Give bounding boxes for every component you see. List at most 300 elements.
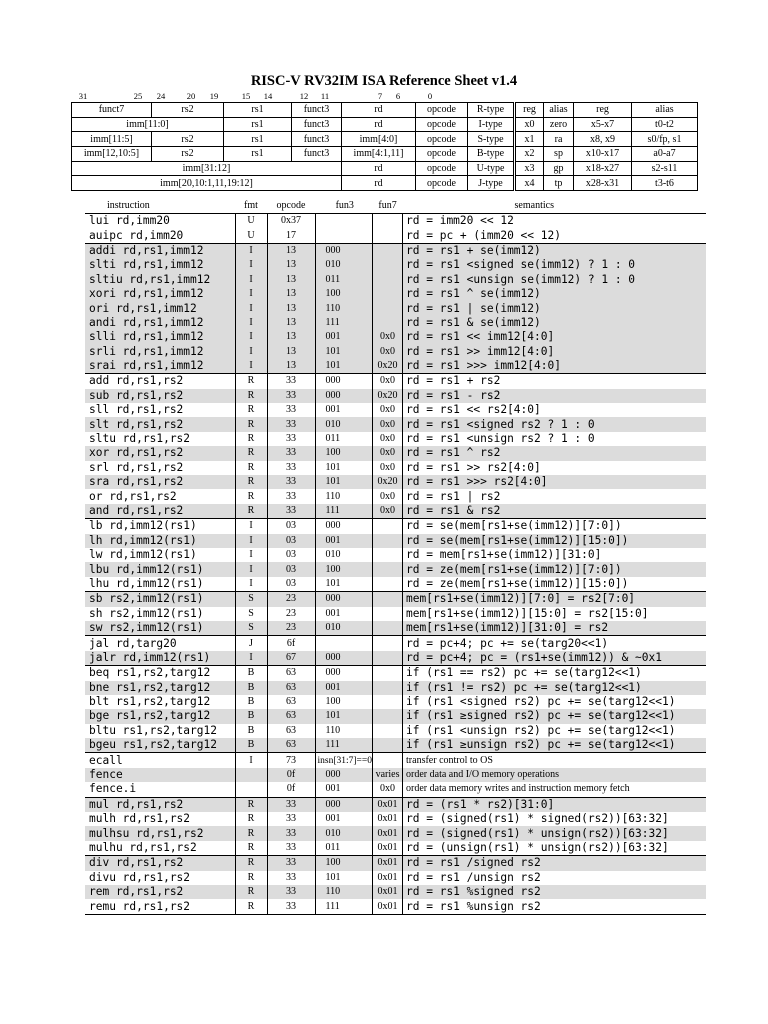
instruction-syntax: andi rd,rs1,imm12	[85, 316, 235, 330]
instruction-funct7	[373, 548, 403, 562]
instruction-funct7: 0x01	[373, 826, 403, 840]
format-type-label: R-type	[468, 103, 514, 118]
instruction-funct7	[373, 695, 403, 709]
instruction-row	[85, 812, 706, 826]
format-row	[72, 132, 514, 147]
instruction-opcode: 73	[267, 753, 315, 768]
instruction-opcode: 13	[267, 258, 315, 272]
instruction-row	[85, 562, 706, 576]
format-field: rd	[342, 161, 416, 176]
instruction-semantics: rd = rs1 << imm12[4:0]	[403, 330, 706, 344]
register-header: reg	[516, 103, 544, 118]
instruction-syntax: bltu rs1,rs2,targ12	[89, 723, 217, 737]
format-field: imm[31:12]	[72, 161, 342, 176]
register-alias-table	[515, 102, 698, 191]
header-instruction: instruction	[107, 200, 150, 211]
instruction-funct3: 000	[315, 243, 373, 258]
instruction-funct7	[373, 243, 403, 258]
format-type-label: J-type	[468, 176, 514, 191]
register-row	[516, 132, 698, 147]
bit-number: 15	[241, 91, 251, 101]
register-header: alias	[632, 103, 698, 118]
instruction-funct7	[373, 287, 403, 301]
format-row	[72, 117, 514, 132]
instruction-semantics: rd = se(mem[rs1+se(imm12)][15:0])	[403, 534, 706, 548]
instruction-funct7: 0x0	[373, 330, 403, 344]
instruction-format: I	[235, 359, 267, 374]
bit-number: 7	[377, 91, 383, 101]
instruction-funct7	[373, 607, 403, 621]
instruction-semantics: rd = rs1 >>> imm12[4:0]	[403, 359, 706, 374]
instruction-row	[85, 403, 706, 417]
instruction-funct3: 010	[315, 417, 373, 431]
bit-number: 6	[395, 91, 401, 101]
instruction-opcode: 13	[267, 273, 315, 287]
instruction-format: R	[235, 504, 267, 519]
instruction-syntax: lh rd,imm12(rs1)	[85, 534, 235, 548]
instruction-syntax: sll rd,rs1,rs2	[89, 403, 184, 417]
instruction-format: B	[235, 709, 267, 723]
instruction-row	[85, 885, 706, 899]
instruction-funct3: 101	[315, 475, 373, 489]
instruction-syntax: xori rd,rs1,imm12	[85, 287, 235, 301]
instruction-format: U	[235, 214, 267, 229]
instruction-row	[85, 446, 706, 460]
instruction-syntax: bne rs1,rs2,targ12	[85, 681, 235, 695]
instruction-syntax: remu rd,rs1,rs2	[85, 899, 235, 914]
format-field: imm[12,10:5]	[72, 147, 152, 162]
instruction-format: R	[235, 417, 267, 431]
instruction-funct7: 0x20	[373, 389, 403, 403]
bit-number: 24	[156, 91, 166, 101]
instruction-syntax: lbu rd,imm12(rs1)	[85, 562, 235, 576]
register-cell: x18-x27	[574, 161, 632, 176]
instruction-opcode: 33	[267, 797, 315, 812]
instruction-funct7	[373, 738, 403, 753]
instruction-semantics: rd = rs1 /unsign rs2	[403, 871, 706, 885]
instruction-funct7: 0x01	[373, 856, 403, 871]
instruction-funct7: 0x01	[373, 871, 403, 885]
instruction-opcode: 03	[267, 577, 315, 592]
instruction-row	[85, 738, 706, 753]
instruction-funct3: 000	[315, 797, 373, 812]
register-cell: x4	[516, 176, 544, 191]
instruction-row	[85, 724, 706, 738]
instruction-row	[85, 461, 706, 475]
bit-number: 31	[78, 91, 88, 101]
instruction-funct3	[315, 636, 373, 651]
instruction-row	[85, 316, 706, 330]
instruction-funct7	[373, 301, 403, 315]
format-field: funct3	[292, 147, 342, 162]
format-field: rd	[342, 117, 416, 132]
instruction-row	[85, 475, 706, 489]
instruction-format: R	[235, 389, 267, 403]
format-field: funct3	[292, 103, 342, 118]
instruction-opcode: 6f	[267, 636, 315, 651]
instruction-opcode: 33	[267, 374, 315, 389]
instruction-funct3: 101	[315, 709, 373, 723]
instruction-funct3: 000	[315, 592, 373, 607]
instruction-format: B	[235, 738, 267, 753]
instruction-semantics: rd = rs1 | rs2	[403, 489, 706, 503]
instruction-funct7	[373, 592, 403, 607]
instruction-syntax: bge rs1,rs2,targ12	[85, 709, 235, 723]
instruction-format: R	[235, 475, 267, 489]
instruction-format: R	[235, 871, 267, 885]
instruction-funct7	[373, 562, 403, 576]
instruction-funct7: 0x0	[373, 504, 403, 519]
instruction-format: I	[235, 651, 267, 666]
instruction-opcode: 17	[267, 228, 315, 243]
instruction-format-table	[71, 102, 514, 191]
format-field: imm[11:5]	[72, 132, 152, 147]
register-cell: x0	[516, 117, 544, 132]
instruction-funct3: 000	[315, 651, 373, 666]
instruction-semantics: mem[rs1+se(imm12)][15:0] = rs2[15:0]	[403, 607, 706, 621]
instruction-semantics: order data and I/O memory operations	[403, 768, 706, 782]
instruction-funct3: 111	[315, 899, 373, 914]
instruction-format: R	[235, 899, 267, 914]
instruction-funct7: 0x0	[373, 782, 403, 797]
instruction-funct3: 001	[315, 403, 373, 417]
instruction-funct3: 001	[315, 330, 373, 344]
format-field: funct7	[72, 103, 152, 118]
instruction-funct7	[373, 666, 403, 681]
instruction-row	[85, 548, 706, 562]
instruction-format: I	[235, 534, 267, 548]
instruction-row	[85, 797, 706, 812]
instruction-syntax: fence	[85, 768, 235, 782]
instruction-format: I	[235, 548, 267, 562]
instruction-funct7	[373, 709, 403, 723]
instruction-row	[85, 301, 706, 315]
instruction-funct7: 0x0	[373, 417, 403, 431]
instruction-semantics: rd = rs1 /signed rs2	[403, 856, 706, 871]
instruction-format: U	[235, 228, 267, 243]
instruction-opcode: 13	[267, 359, 315, 374]
instruction-funct3: 101	[315, 359, 373, 374]
instruction-row	[85, 856, 706, 871]
instruction-row	[85, 273, 706, 287]
instruction-format: I	[235, 258, 267, 272]
instruction-funct7	[373, 651, 403, 666]
instruction-semantics: rd = rs1 << rs2[4:0]	[403, 403, 706, 417]
instruction-row	[85, 899, 706, 914]
instruction-row	[85, 330, 706, 344]
instruction-semantics: mem[rs1+se(imm12)][7:0] = rs2[7:0]	[403, 592, 706, 607]
instruction-format: I	[235, 301, 267, 315]
format-row	[72, 176, 514, 191]
instruction-semantics: rd = rs1 <signed se(imm12) ? 1 : 0	[403, 258, 706, 272]
instruction-opcode: 23	[267, 592, 315, 607]
instruction-semantics: rd = rs1 >>> rs2[4:0]	[403, 475, 706, 489]
instruction-syntax: sltiu rd,rs1,imm12	[85, 273, 235, 287]
instruction-opcode: 33	[267, 885, 315, 899]
instruction-row	[85, 607, 706, 621]
instruction-syntax: sra rd,rs1,rs2	[85, 475, 235, 489]
instruction-semantics: rd = (rs1 * rs2)[31:0]	[403, 797, 706, 812]
instruction-funct3: 000	[315, 666, 373, 681]
instruction-format: B	[235, 681, 267, 695]
format-type-label: U-type	[468, 161, 514, 176]
format-field: opcode	[416, 103, 468, 118]
instruction-opcode: 13	[267, 330, 315, 344]
instruction-row	[85, 681, 706, 695]
instruction-opcode: 03	[267, 562, 315, 576]
instruction-format: I	[235, 316, 267, 330]
register-cell: t0-t2	[632, 117, 698, 132]
instruction-funct7: 0x0	[373, 432, 403, 446]
instruction-funct7	[373, 577, 403, 592]
register-cell: zero	[544, 117, 574, 132]
instruction-format: I	[235, 519, 267, 534]
register-row	[516, 147, 698, 162]
instruction-syntax: auipc rd,imm20	[89, 228, 184, 242]
instruction-syntax: sb rs2,imm12(rs1)	[85, 592, 235, 607]
instruction-syntax: fence.i	[89, 782, 137, 796]
instruction-syntax: mulhu rd,rs1,rs2	[89, 840, 197, 854]
instruction-row	[85, 489, 706, 503]
register-cell: tp	[544, 176, 574, 191]
instruction-funct7	[373, 534, 403, 548]
instruction-opcode: 0f	[267, 768, 315, 782]
instruction-semantics: rd = rs1 | se(imm12)	[403, 301, 706, 315]
instruction-syntax: or rd,rs1,rs2	[89, 489, 177, 503]
format-field: rd	[342, 103, 416, 118]
instruction-opcode: 63	[267, 666, 315, 681]
instruction-opcode: 33	[267, 446, 315, 460]
register-cell: x28-x31	[574, 176, 632, 191]
instruction-table-header	[85, 199, 706, 214]
instruction-opcode: 63	[267, 709, 315, 723]
instruction-syntax: add rd,rs1,rs2	[85, 374, 235, 389]
instruction-funct3: 101	[315, 345, 373, 359]
instruction-funct3: 101	[315, 871, 373, 885]
instruction-opcode: 33	[267, 504, 315, 519]
format-field: rs2	[152, 103, 224, 118]
instruction-funct7: 0x01	[373, 899, 403, 914]
instruction-semantics: rd = rs1 <signed rs2 ? 1 : 0	[403, 417, 706, 431]
header-fmt: fmt	[244, 200, 258, 211]
instruction-funct3: 010	[315, 258, 373, 272]
register-cell: s0/fp, s1	[632, 132, 698, 147]
instruction-funct3: 011	[315, 273, 373, 287]
instruction-row	[85, 534, 706, 548]
format-field: opcode	[416, 132, 468, 147]
instruction-row	[85, 243, 706, 258]
instruction-format: I	[235, 273, 267, 287]
instruction-syntax: beq rs1,rs2,targ12	[85, 666, 235, 681]
instruction-funct3: 100	[315, 446, 373, 460]
instruction-funct3: 110	[315, 885, 373, 899]
instruction-funct3: 010	[315, 621, 373, 636]
instruction-syntax: mulhsu rd,rs1,rs2	[85, 826, 235, 840]
instruction-format: I	[235, 753, 267, 768]
instruction-opcode: 33	[267, 432, 315, 446]
instruction-format: I	[235, 330, 267, 344]
instruction-opcode: 63	[267, 695, 315, 709]
register-cell: x5-x7	[574, 117, 632, 132]
format-field: funct3	[292, 132, 342, 147]
instruction-opcode: 63	[267, 724, 315, 738]
instruction-semantics: rd = rs1 ^ rs2	[403, 446, 706, 460]
instruction-funct7: 0x0	[373, 403, 403, 417]
format-field: imm[20,10:1,11,19:12]	[72, 176, 342, 191]
register-cell: x2	[516, 147, 544, 162]
header-opcode: opcode	[276, 200, 306, 211]
instruction-funct7: 0x0	[373, 461, 403, 475]
instruction-funct3: 010	[315, 826, 373, 840]
sheet-title: RISC-V RV32IM ISA Reference Sheet v1.4	[250, 73, 518, 89]
instruction-syntax: lb rd,imm12(rs1)	[85, 519, 235, 534]
instruction-semantics: rd = se(mem[rs1+se(imm12)][7:0])	[403, 519, 706, 534]
instruction-format: R	[235, 826, 267, 840]
instruction-row	[85, 389, 706, 403]
register-row	[516, 176, 698, 191]
instruction-opcode: 33	[267, 461, 315, 475]
instruction-funct3: 101	[315, 577, 373, 592]
instruction-row	[85, 621, 706, 636]
instruction-funct3: 100	[315, 856, 373, 871]
instruction-opcode: 13	[267, 301, 315, 315]
instruction-funct7: varies	[373, 768, 403, 782]
register-cell: sp	[544, 147, 574, 162]
instruction-semantics: rd = ze(mem[rs1+se(imm12)][7:0])	[403, 562, 706, 576]
header-fun7: fun7	[378, 200, 397, 211]
instruction-semantics: rd = pc+4; pc += se(targ20<<1)	[403, 636, 706, 651]
instruction-funct3: 110	[315, 489, 373, 503]
instruction-funct3: 010	[315, 548, 373, 562]
instruction-row	[85, 345, 706, 359]
bit-number: 14	[263, 91, 273, 101]
instruction-syntax: srl rd,rs1,rs2	[89, 460, 184, 474]
register-header: reg	[574, 103, 632, 118]
instruction-row	[85, 417, 706, 431]
instruction-syntax: srai rd,rs1,imm12	[85, 359, 235, 374]
format-field: rs1	[224, 147, 292, 162]
instruction-funct7	[373, 273, 403, 287]
instruction-row	[85, 504, 706, 519]
instruction-row	[85, 782, 706, 797]
instruction-funct3: 111	[315, 316, 373, 330]
instruction-format: R	[235, 432, 267, 446]
header-fun3: fun3	[335, 200, 354, 211]
instruction-semantics: rd = pc+4; pc = (rs1+se(imm12)) & ~0x1	[403, 651, 706, 666]
instruction-funct3: 001	[315, 607, 373, 621]
instruction-funct3: 000	[315, 374, 373, 389]
instruction-opcode: 33	[267, 841, 315, 856]
instruction-opcode: 33	[267, 489, 315, 503]
instruction-row	[85, 359, 706, 374]
instruction-format	[235, 782, 267, 797]
instruction-row	[85, 577, 706, 592]
instruction-semantics: if (rs1 ≥unsign rs2) pc += se(targ12<<1)	[403, 738, 706, 753]
instruction-funct3: 100	[315, 287, 373, 301]
instruction-funct3: 110	[315, 301, 373, 315]
instruction-syntax: sh rs2,imm12(rs1)	[89, 606, 204, 620]
instruction-row	[85, 214, 706, 229]
instruction-funct7	[373, 724, 403, 738]
instruction-syntax: lhu rd,imm12(rs1)	[89, 576, 204, 590]
instruction-row	[85, 592, 706, 607]
instruction-funct7: 0x0	[373, 446, 403, 460]
format-field: rs2	[152, 132, 224, 147]
bit-number: 11	[320, 91, 330, 101]
instruction-semantics: if (rs1 <signed rs2) pc += se(targ12<<1)	[403, 695, 706, 709]
format-field: rs1	[224, 132, 292, 147]
instruction-opcode: 63	[267, 738, 315, 753]
instruction-funct7	[373, 753, 403, 768]
instruction-format: R	[235, 797, 267, 812]
format-field: opcode	[416, 161, 468, 176]
register-cell: x8, x9	[574, 132, 632, 147]
instruction-semantics: if (rs1 != rs2) pc += se(targ12<<1)	[403, 681, 706, 695]
instruction-opcode: 33	[267, 389, 315, 403]
instruction-format: R	[235, 812, 267, 826]
instruction-format	[235, 768, 267, 782]
instruction-opcode: 0f	[267, 782, 315, 797]
instruction-opcode: 33	[267, 812, 315, 826]
instruction-semantics: rd = rs1 >> imm12[4:0]	[403, 345, 706, 359]
instruction-format: I	[235, 345, 267, 359]
register-cell: x3	[516, 161, 544, 176]
bit-number: 12	[299, 91, 309, 101]
instruction-row	[85, 287, 706, 301]
instruction-funct3: 111	[315, 738, 373, 753]
instruction-opcode: 23	[267, 621, 315, 636]
instruction-funct3: 111	[315, 504, 373, 519]
register-cell: x10-x17	[574, 147, 632, 162]
instruction-semantics: rd = pc + (imm20 << 12)	[403, 228, 706, 243]
register-cell: gp	[544, 161, 574, 176]
instruction-opcode: 67	[267, 651, 315, 666]
instruction-syntax: sw rs2,imm12(rs1)	[85, 621, 235, 636]
instruction-semantics: rd = rs1 %signed rs2	[403, 885, 706, 899]
instruction-funct7	[373, 519, 403, 534]
instruction-funct7: 0x0	[373, 374, 403, 389]
instruction-format: B	[235, 666, 267, 681]
instruction-opcode: 13	[267, 287, 315, 301]
instruction-syntax: slti rd,rs1,imm12	[85, 258, 235, 272]
instruction-syntax: lui rd,imm20	[85, 214, 235, 229]
instruction-semantics: rd = ze(mem[rs1+se(imm12)][15:0])	[403, 577, 706, 592]
format-field: rs2	[152, 147, 224, 162]
instruction-row	[85, 709, 706, 723]
instruction-funct7: 0x01	[373, 797, 403, 812]
instruction-format: R	[235, 489, 267, 503]
instruction-row	[85, 432, 706, 446]
bit-number: 20	[186, 91, 196, 101]
instruction-semantics: rd = rs1 ^ se(imm12)	[403, 287, 706, 301]
instruction-funct7: 0x0	[373, 489, 403, 503]
instruction-syntax: ecall	[85, 753, 235, 768]
instruction-row	[85, 826, 706, 840]
instruction-syntax: ori rd,rs1,imm12	[85, 301, 235, 315]
instruction-semantics: if (rs1 <unsign rs2) pc += se(targ12<<1)	[403, 724, 706, 738]
instruction-row	[85, 666, 706, 681]
instruction-opcode: 63	[267, 681, 315, 695]
format-field: rd	[342, 176, 416, 191]
instruction-format: R	[235, 374, 267, 389]
format-field: imm[11:0]	[72, 117, 224, 132]
instruction-syntax: and rd,rs1,rs2	[85, 504, 235, 519]
instruction-format: J	[235, 636, 267, 651]
instruction-syntax: lw rd,imm12(rs1)	[89, 548, 197, 562]
register-cell: a0-a7	[632, 147, 698, 162]
instruction-row	[85, 753, 706, 768]
register-header: alias	[544, 103, 574, 118]
